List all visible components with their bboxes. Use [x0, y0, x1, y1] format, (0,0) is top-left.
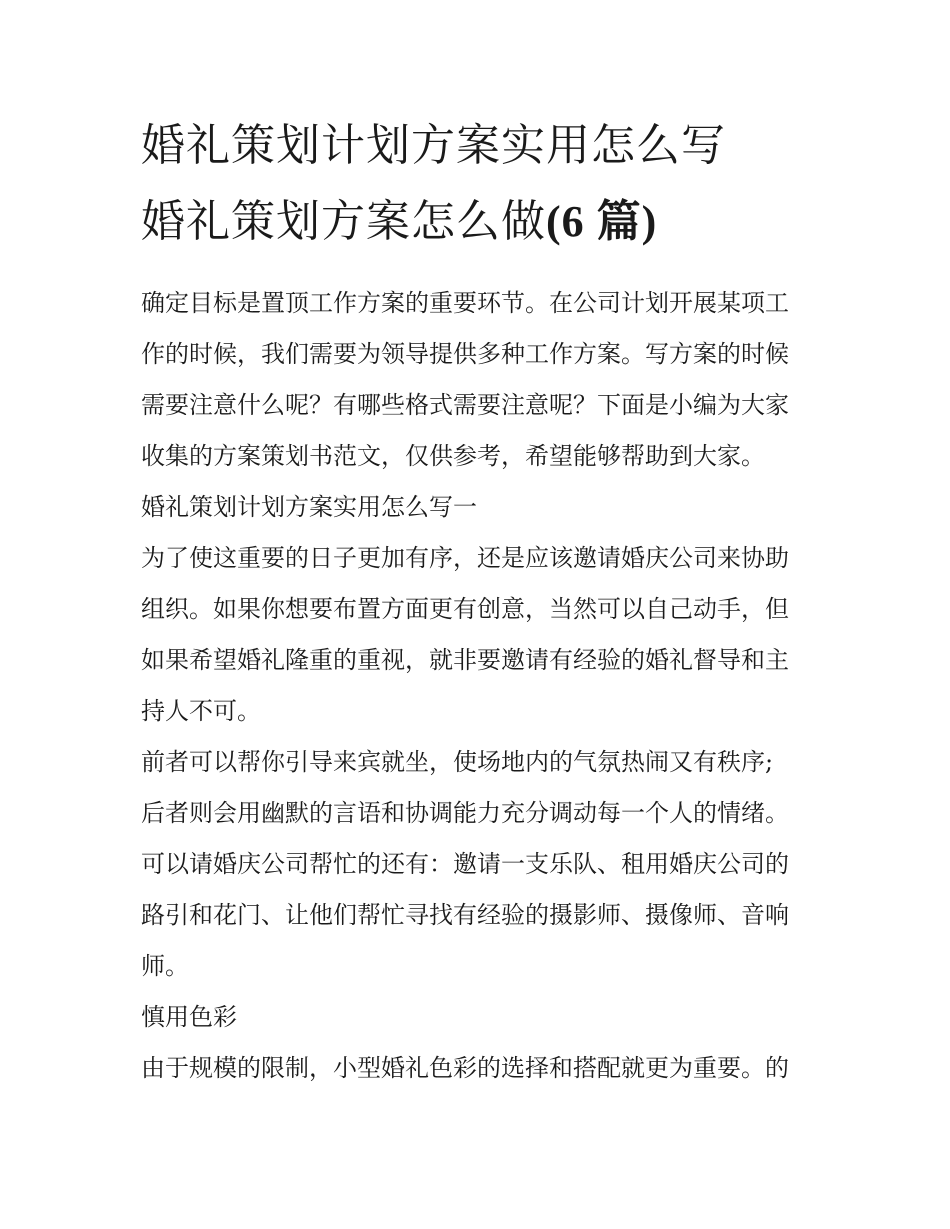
- section-1-heading: 婚礼策划计划方案实用怎么写一: [141, 493, 477, 521]
- paragraph-2: [141, 737, 813, 839]
- intro-paragraph: [141, 278, 813, 482]
- para3-line-2: 路引和花门、让他们帮忙寻找有经验的摄影师、摄像师、音响: [141, 901, 789, 929]
- paragraph-4: [141, 1043, 813, 1094]
- document-content: [141, 108, 813, 1094]
- para1-line-2: 组织。如果你想要布置方面更有创意，当然可以自己动手，但: [141, 595, 789, 623]
- section-2-heading: 慎用色彩: [141, 1003, 237, 1031]
- para2-line-2: 后者则会用幽默的言语和协调能力充分调动每一个人的情绪。: [141, 799, 789, 827]
- para1-line-1: 为了使这重要的日子更加有序，还是应该邀请婚庆公司来协助: [141, 544, 789, 572]
- para1-line-4: 持人不可。: [141, 697, 261, 725]
- paragraph-3: [141, 839, 813, 992]
- para2-line-1: 前者可以帮你引导来宾就坐，使场地内的气氛热闹又有秩序;: [141, 748, 774, 776]
- document-title: [141, 108, 813, 260]
- title-line-1: 婚礼策划计划方案实用怎么写: [141, 120, 726, 171]
- paragraph-1: [141, 533, 813, 737]
- title-line-2: [141, 184, 813, 260]
- para3-line-3: 师。: [141, 952, 189, 980]
- title-suffix: (6 篇): [546, 197, 658, 246]
- intro-line-2: 作的时候，我们需要为领导提供多种工作方案。写方案的时候: [141, 340, 789, 368]
- para4-line-1: 由于规模的限制，小型婚礼色彩的选择和搭配就更为重要。的: [141, 1054, 789, 1082]
- para1-line-3: 如果希望婚礼隆重的重视，就非要邀请有经验的婚礼督导和主: [141, 646, 789, 674]
- intro-line-4: 收集的方案策划书范文，仅供参考，希望能够帮助到大家。: [141, 442, 765, 470]
- title-line-2-text: 婚礼策划方案怎么做: [141, 196, 546, 247]
- intro-line-1: 确定目标是置顶工作方案的重要环节。在公司计划开展某项工: [141, 289, 789, 317]
- para3-line-1: 可以请婚庆公司帮忙的还有：邀请一支乐队、租用婚庆公司的: [141, 850, 789, 878]
- intro-line-3: 需要注意什么呢？有哪些格式需要注意呢？下面是小编为大家: [141, 391, 789, 419]
